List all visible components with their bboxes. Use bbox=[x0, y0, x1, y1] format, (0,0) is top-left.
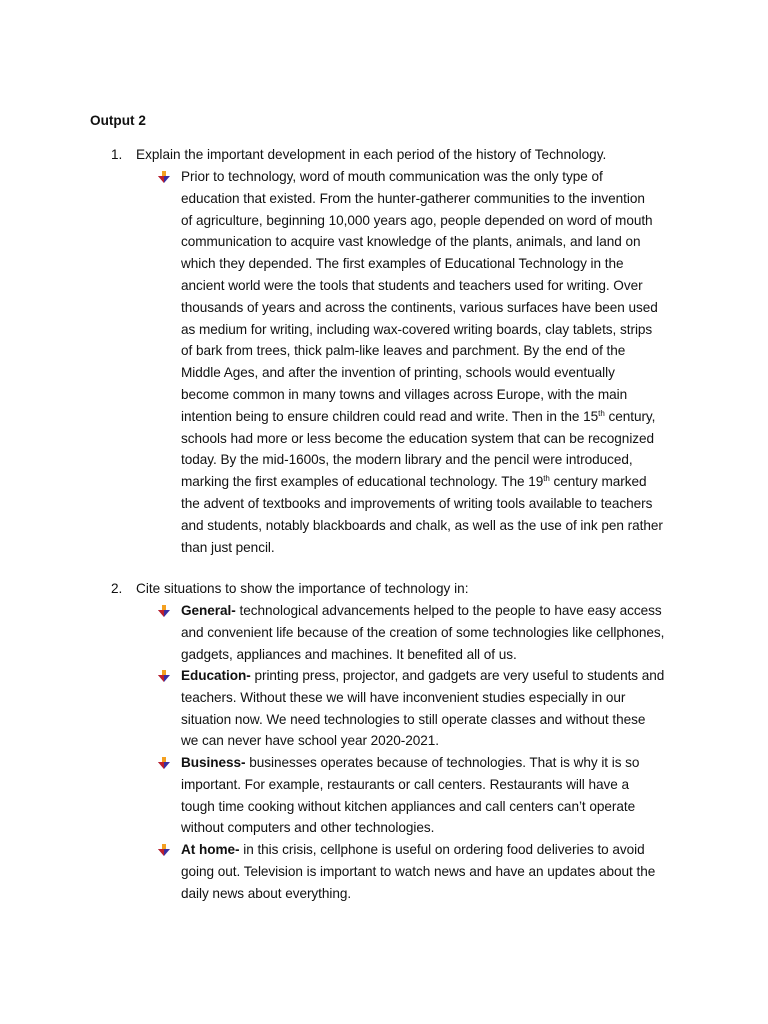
home-line: going out. Television is important to watch news and have an updates about the bbox=[181, 863, 656, 879]
education-line: we can never have school year 2020-2021. bbox=[181, 733, 439, 749]
general-line: and convenient life because of the creation of some technologies like cellphones, bbox=[181, 624, 665, 640]
home-first-line bbox=[181, 839, 686, 861]
question-1-number: 1. bbox=[111, 147, 123, 162]
business-line: without computers and other technologies. bbox=[181, 820, 435, 836]
superscript: th bbox=[598, 408, 605, 418]
general-term: General- bbox=[181, 603, 236, 618]
general-line: gadgets, appliances and machines. It benefited all of us. bbox=[181, 646, 517, 662]
business-text: businesses operates because of technologies. That is why it is so bbox=[245, 755, 640, 770]
q1-line: thousands of years and across the continents, various surfaces have been used bbox=[181, 299, 658, 315]
q1-line-text: intention being to ensure children could read and write. Then in the 15 bbox=[181, 408, 599, 424]
q1-line: schools had more or less become the education system that can be recognized bbox=[181, 430, 655, 446]
q1-line: and students, notably blackboards and chalk, as well as the use of ink pen rather bbox=[181, 517, 663, 533]
q1-line: Middle Ages, and after the invention of printing, schools would eventually bbox=[181, 365, 615, 381]
education-text: printing press, projector, and gadgets are very useful to students and bbox=[250, 668, 665, 683]
document-title: Output 2 bbox=[90, 113, 146, 128]
q1-line: communication to acquire vast knowledge of the plants, animals, and land on bbox=[181, 234, 641, 250]
q1-line: than just pencil. bbox=[181, 539, 275, 555]
q1-line-with-superscript bbox=[181, 406, 686, 428]
business-term: Business- bbox=[181, 755, 246, 770]
q1-line: as medium for writing, including wax-covered writing boards, clay tablets, strips bbox=[181, 321, 653, 337]
q1-line: of agriculture, beginning 10,000 years ago, people depended on word of mouth bbox=[181, 212, 653, 228]
home-paragraph bbox=[181, 839, 686, 904]
q1-line-text: marking the first examples of educational technology. The 19 bbox=[181, 474, 544, 490]
home-term: At home- bbox=[181, 842, 240, 857]
q1-line-text: century, bbox=[604, 408, 656, 424]
question-2-text: Cite situations to show the importance of technology in: bbox=[136, 581, 469, 596]
q1-line: which they depended. The first examples of Educational Technology in the bbox=[181, 256, 624, 272]
bullet-arrow-icon bbox=[157, 756, 171, 770]
business-line: tough time cooking without kitchen appliances and call centers can’t operate bbox=[181, 798, 636, 814]
general-text: technological advancements helped to the people to have easy access bbox=[235, 603, 662, 618]
q1-line: of bark from trees, thick palm-like leaves and parchment. By the end of the bbox=[181, 343, 626, 359]
q1-line: Prior to technology, word of mouth communication was the only type of bbox=[181, 169, 603, 184]
general-paragraph bbox=[181, 600, 686, 665]
q1-line: today. By the mid-1600s, the modern library and the pencil were introduced, bbox=[181, 452, 633, 468]
business-paragraph bbox=[181, 752, 686, 839]
education-paragraph bbox=[181, 665, 686, 752]
home-text: in this crisis, cellphone is useful on ordering food deliveries to avoid bbox=[239, 842, 645, 857]
bullet-arrow-icon bbox=[157, 170, 171, 184]
bullet-arrow-icon bbox=[157, 604, 171, 618]
q1-line: become common in many towns and villages across Europe, with the main bbox=[181, 386, 628, 402]
q1-line: ancient world were the tools that students and teachers used for writing. Over bbox=[181, 277, 643, 293]
education-line: situation now. We need technologies to still operate classes and without these bbox=[181, 711, 646, 727]
education-first-line bbox=[181, 665, 686, 687]
question-2-number: 2. bbox=[111, 581, 123, 596]
business-line: important. For example, restaurants or call centers. Restaurants will have a bbox=[181, 776, 630, 792]
bullet-arrow-icon bbox=[157, 669, 171, 683]
general-first-line bbox=[181, 600, 686, 622]
superscript: th bbox=[543, 474, 550, 484]
q1-line: education that existed. From the hunter-gatherer communities to the invention bbox=[181, 190, 645, 206]
q1-bullet-paragraph bbox=[181, 166, 686, 558]
bullet-arrow-icon bbox=[157, 843, 171, 857]
q1-line-with-superscript bbox=[181, 471, 686, 493]
business-first-line bbox=[181, 752, 686, 774]
q1-line: the advent of textbooks and improvements of writing tools available to teachers bbox=[181, 495, 653, 511]
education-line: teachers. Without these we will have inconvenient studies especially in our bbox=[181, 689, 626, 705]
q1-line-text: century marked bbox=[549, 474, 647, 490]
home-line: daily news about everything. bbox=[181, 885, 352, 901]
education-term: Education- bbox=[181, 668, 251, 683]
question-1-text: Explain the important development in each period of the history of Technology. bbox=[136, 147, 607, 162]
